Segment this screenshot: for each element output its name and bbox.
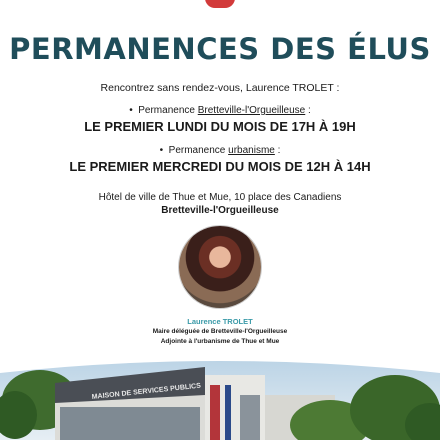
person-role-1: Maire déléguée de Bretteville-l'Orgueilleuse xyxy=(152,328,288,335)
permanence-2-suffix: : xyxy=(274,145,281,156)
portrait-photo xyxy=(179,226,261,308)
permanence-1-schedule: LE PREMIER LUNDI DU MOIS DE 17H À 19H xyxy=(84,119,356,134)
bullet: • xyxy=(129,105,139,116)
address-line: Hôtel de ville de Thue et Mue, 10 place des Canadiens xyxy=(98,192,342,203)
permanence-2-prefix: Permanence xyxy=(168,145,229,156)
building-sign: MAISON DE SERVICES PUBLICS xyxy=(91,382,202,401)
building-photo xyxy=(0,355,440,440)
permanence-2-place: urbanisme xyxy=(228,145,275,156)
logo-tab xyxy=(205,0,235,8)
address-city: Bretteville-l'Orgueilleuse xyxy=(161,205,279,216)
page-title: PERMANENCES DES ÉLUS xyxy=(9,32,431,66)
permanence-1-suffix: : xyxy=(305,105,311,116)
permanence-1-place: Bretteville-l'Orgueilleuse xyxy=(197,105,306,116)
permanence-2-label xyxy=(0,145,440,156)
intro-text: Rencontrez sans rendez-vous, Laurence TROLET : xyxy=(100,82,340,94)
permanence-2-schedule: LE PREMIER MERCREDI DU MOIS DE 12H À 14H xyxy=(69,159,371,174)
permanence-1-prefix: Permanence xyxy=(138,105,198,116)
person-role-2: Adjointe à l'urbanisme de Thue et Mue xyxy=(160,338,280,345)
permanence-1-label xyxy=(0,105,440,116)
person-name: Laurence TROLET xyxy=(187,317,253,326)
bullet: • xyxy=(159,145,169,156)
